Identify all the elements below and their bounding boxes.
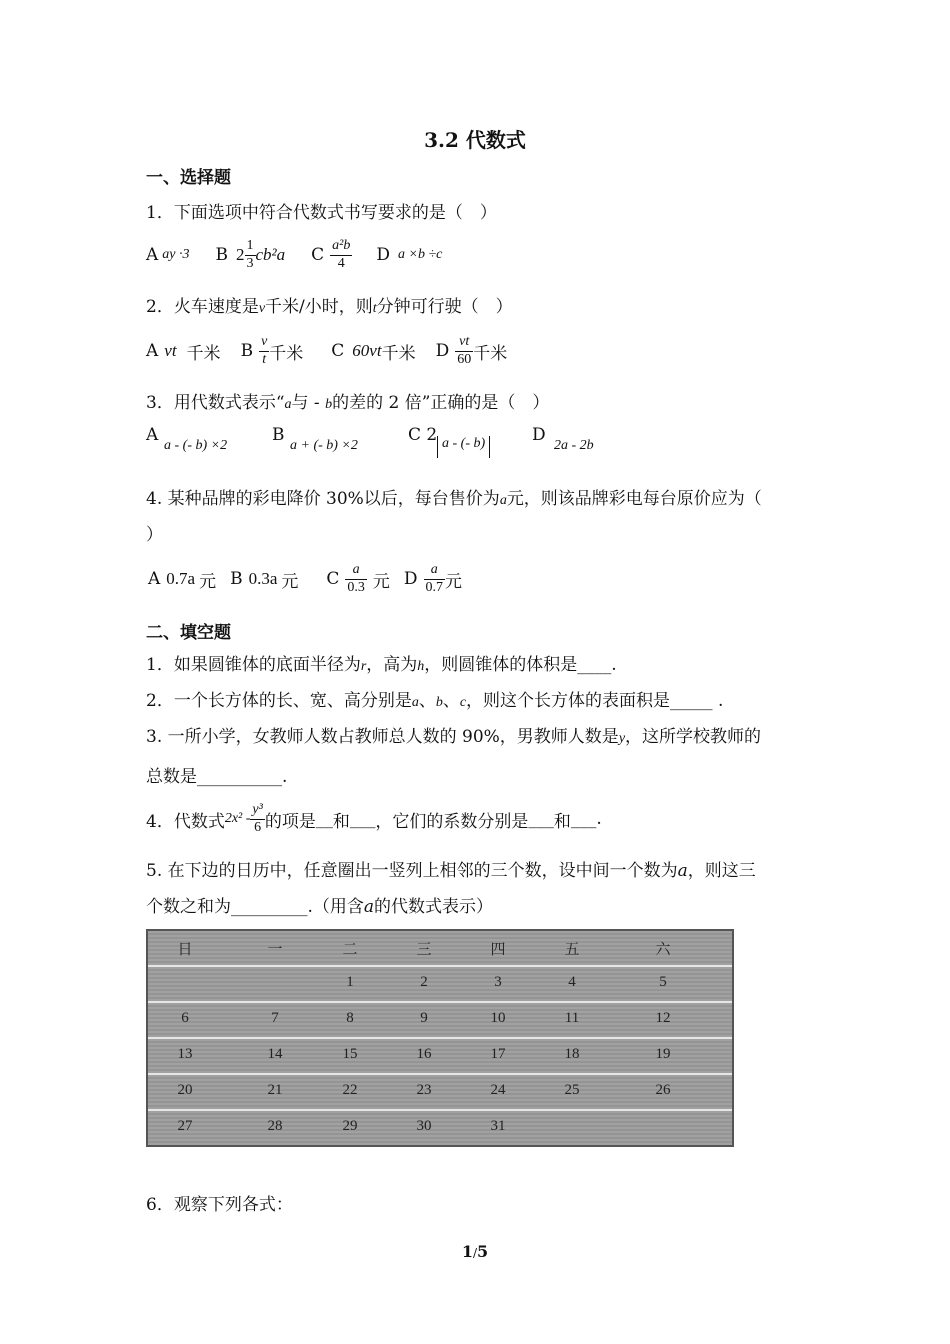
option-b-unit: 千米 (269, 343, 304, 364)
calendar-day: 5 (659, 974, 667, 990)
variable-c: c (459, 695, 467, 710)
calendar-day: 12 (655, 1010, 671, 1026)
variable-r: r (360, 659, 367, 674)
page-separator: / (472, 1246, 478, 1260)
calendar-day: 3 (494, 974, 502, 990)
fill-question-1 (146, 650, 617, 675)
fill-question-3-line1 (146, 722, 761, 747)
stem-text: ，这所学校教师的 (625, 727, 762, 747)
stem-text: 与 - (291, 393, 326, 413)
expression-fraction (250, 802, 264, 835)
calendar-day: 24 (490, 1082, 506, 1098)
variable-a: a (284, 397, 292, 412)
calendar-week-row (148, 1111, 732, 1147)
calendar-day: 6 (181, 1010, 189, 1026)
fraction-numerator: a (424, 562, 446, 579)
question-3-stem (146, 388, 549, 413)
option-c-label: C (311, 245, 325, 265)
calendar-day: 28 (267, 1118, 283, 1134)
fraction-denominator: 60 (457, 351, 472, 367)
calendar-day: 4 (568, 974, 576, 990)
stem-text: 的代数式表示） (374, 897, 494, 917)
calendar-day: 11 (564, 1010, 580, 1026)
calendar-day: 26 (655, 1082, 671, 1098)
option-d-unit: 元 (445, 571, 463, 592)
option-b-fraction (245, 238, 256, 271)
variable-v: v (258, 301, 266, 316)
stem-text: 分钟可行驶（ ） (376, 297, 513, 317)
variable-h: h (417, 659, 425, 674)
option-b-expr: cb²a (255, 245, 286, 264)
option-b-expr: 0.3a (248, 569, 278, 588)
fraction-numerator: a²b (330, 238, 352, 255)
calendar-week-row (148, 1039, 732, 1075)
question-2-stem (146, 292, 513, 317)
calendar-day: 1 (346, 974, 354, 990)
fill-question-5-line1 (146, 856, 756, 881)
fraction-denominator: 0.3 (347, 579, 365, 595)
option-d-expr: a ×b ÷c (398, 247, 443, 262)
section-heading-fill: 二、填空题 (146, 623, 231, 643)
calendar-header-row (148, 931, 732, 967)
option-a-expr: vt (164, 341, 177, 360)
calendar-day: 8 (346, 1010, 354, 1026)
calendar-day: 17 (490, 1046, 506, 1062)
option-c-expr: a - (- b) (437, 436, 490, 458)
variable-y: y (618, 731, 626, 746)
stem-text: ，则这个长方体的表面积是 (466, 691, 671, 711)
calendar-day: 21 (267, 1082, 283, 1098)
stem-text: 的差的 2 倍”正确的是（ ） (332, 393, 550, 413)
fill-question-6: 6．观察下列各式： (146, 1195, 293, 1215)
variable-a: a (499, 493, 507, 508)
stem-text: 总数是 (146, 767, 197, 787)
option-b-fraction (259, 334, 269, 367)
option-d-expr: 2a - 2b (554, 438, 594, 453)
question-1-stem: 1．下面选项中符合代数式书写要求的是（ ） (146, 203, 497, 223)
calendar-weekday-header: 一 (267, 942, 283, 958)
option-b-label: B (215, 245, 228, 265)
fraction-denominator: 0.7 (425, 579, 444, 595)
calendar-table (146, 929, 734, 1147)
variable-b: b (435, 695, 443, 710)
calendar-weekday-header: 二 (342, 942, 358, 958)
question-4-options (148, 556, 462, 602)
calendar-day: 18 (564, 1046, 580, 1062)
calendar-week-row (148, 1003, 732, 1039)
stem-text: 的项是 (264, 811, 316, 832)
question-1-options (146, 232, 442, 278)
fraction-numerator: y³ (250, 802, 264, 819)
fraction-denominator: 4 (337, 255, 345, 271)
calendar-day: 27 (177, 1118, 193, 1134)
stem-text: 和 (332, 811, 350, 832)
option-a-label: A (146, 425, 159, 445)
stem-text: . (282, 767, 288, 787)
calendar-day: 20 (177, 1082, 193, 1098)
stem-text: . (712, 691, 724, 711)
option-c-label: C (326, 569, 340, 589)
stem-text: 元，则该品牌彩电每台原价应为（ (506, 489, 762, 509)
stem-text: 个数之和为 (146, 897, 231, 917)
calendar-day: 2 (420, 974, 428, 990)
stem-text: 3．用代数式表示“ (146, 393, 285, 413)
option-d-fraction (455, 334, 473, 367)
question-2-options (146, 328, 507, 374)
option-d-label: D (376, 245, 391, 265)
stem-text: 4．代数式 (146, 811, 225, 832)
option-b-unit: 元 (281, 571, 299, 592)
option-c-unit: 千米 (381, 343, 416, 364)
fill-question-2 (146, 686, 723, 711)
calendar-day: 16 (416, 1046, 432, 1062)
stem-text: 、 (418, 691, 436, 711)
expression: 2x² - (224, 811, 251, 826)
fraction-denominator: t (262, 351, 267, 367)
option-a-label: A (146, 341, 159, 361)
calendar-day: 29 (342, 1118, 358, 1134)
page-footer (0, 1242, 950, 1261)
calendar-day: 9 (420, 1010, 428, 1026)
stem-text: 千米/小时，则 (265, 297, 373, 317)
stem-text: . (611, 655, 617, 675)
calendar-day: 22 (342, 1082, 358, 1098)
answer-blank: ___ (528, 809, 554, 829)
calendar-day: 7 (271, 1010, 279, 1026)
stem-text: . (596, 809, 602, 829)
option-b-expr: a + (- b) ×2 (290, 438, 358, 453)
stem-text: 、 (442, 691, 460, 711)
calendar-weekday-header: 六 (655, 942, 671, 958)
option-a-unit: 千米 (186, 343, 221, 364)
option-d-fraction (424, 562, 446, 595)
option-a-unit: 元 (199, 571, 217, 592)
answer-blank: _________ (231, 897, 308, 917)
option-c-label: C 2 (408, 425, 438, 445)
option-a-label: A (146, 245, 159, 265)
stem-text: .（用含 (307, 897, 364, 917)
stem-text: ，它们的系数分别是 (375, 811, 529, 832)
option-d-label: D (532, 425, 546, 445)
option-c-fraction (330, 238, 352, 271)
calendar-day: 25 (564, 1082, 580, 1098)
page-title: 3.2 代数式 (424, 128, 526, 152)
variable-a: a (411, 695, 419, 710)
stem-text: 1．如果圆锥体的底面半径为 (146, 655, 361, 675)
variable-b: b (325, 397, 333, 412)
calendar-day: 23 (416, 1082, 432, 1098)
variable-a: a (677, 861, 688, 881)
variable-a: a (363, 897, 375, 917)
option-a-expr: ay ·3 (162, 247, 190, 262)
stem-text: 4. 某种品牌的彩电降价 30%以后，每台售价为 (146, 489, 500, 509)
variable-t: t (372, 301, 377, 316)
answer-blank: ___ (570, 809, 597, 829)
stem-text: 2．一个长方体的长、宽、高分别是 (146, 691, 412, 711)
option-c-fraction (345, 562, 367, 595)
option-c-label: C (331, 341, 345, 361)
section-heading-choice: 一、选择题 (146, 168, 231, 188)
option-a-expr: 0.7a (166, 569, 196, 588)
option-c-unit: 元 (372, 571, 390, 592)
answer-blank: __ (315, 809, 333, 829)
fill-question-3-line2 (146, 762, 287, 787)
calendar-day: 10 (490, 1010, 506, 1026)
calendar-week-row (148, 967, 732, 1003)
stem-text: 3. 一所小学，女教师人数占教师总人数的 90%，男教师人数是 (146, 727, 619, 747)
option-d-label: D (435, 341, 450, 361)
option-b-label: B (272, 425, 285, 445)
question-4-stem (146, 484, 762, 509)
calendar-weekday-header: 日 (177, 942, 193, 958)
answer-blank: ___ (349, 809, 376, 829)
option-b-label: B (240, 341, 254, 361)
fraction-numerator: 1 (245, 238, 256, 255)
calendar-day: 19 (655, 1046, 671, 1062)
fraction-denominator: 6 (254, 819, 262, 835)
answer-blank: __________ (197, 767, 282, 787)
calendar-day: 30 (416, 1118, 432, 1134)
option-c-expr: 60vt (352, 341, 382, 360)
stem-text: ，则这三 (687, 861, 756, 881)
calendar-weekday-header: 三 (416, 942, 432, 958)
answer-blank: _____ (670, 691, 713, 711)
calendar-weekday-header: 五 (564, 942, 580, 958)
stem-text: 2．火车速度是 (146, 297, 259, 317)
option-d-label: D (403, 569, 418, 589)
stem-text: ，则圆锥体的体积是 (424, 655, 578, 675)
page-total: 5 (477, 1242, 489, 1261)
page-number: 1 (461, 1242, 473, 1261)
calendar-day: 31 (490, 1118, 506, 1134)
fill-question-5-line2 (146, 892, 493, 917)
calendar-day: 15 (342, 1046, 358, 1062)
fraction-numerator: v (259, 334, 269, 351)
stem-text: 5. 在下边的日历中，任意圈出一竖列上相邻的三个数，设中间一个数为 (146, 861, 678, 881)
stem-text: ，高为 (366, 655, 418, 675)
option-d-unit: 千米 (473, 343, 508, 364)
calendar-weekday-header: 四 (490, 942, 506, 958)
option-a-label: A (148, 569, 161, 589)
fraction-numerator: vt (455, 334, 473, 351)
stem-text: 和 (553, 811, 571, 832)
question-4-stem-line2: ） (146, 525, 163, 545)
fraction-numerator: a (345, 562, 367, 579)
option-b-whole: 2 (236, 245, 245, 264)
calendar-day: 14 (267, 1046, 283, 1062)
answer-blank: ____ (577, 655, 612, 675)
fraction-denominator: 3 (246, 255, 254, 271)
option-b-label: B (230, 569, 243, 589)
calendar-week-row (148, 1075, 732, 1111)
fill-question-4 (146, 794, 602, 844)
option-a-expr: a - (- b) ×2 (164, 438, 228, 453)
calendar-day: 13 (177, 1046, 193, 1062)
